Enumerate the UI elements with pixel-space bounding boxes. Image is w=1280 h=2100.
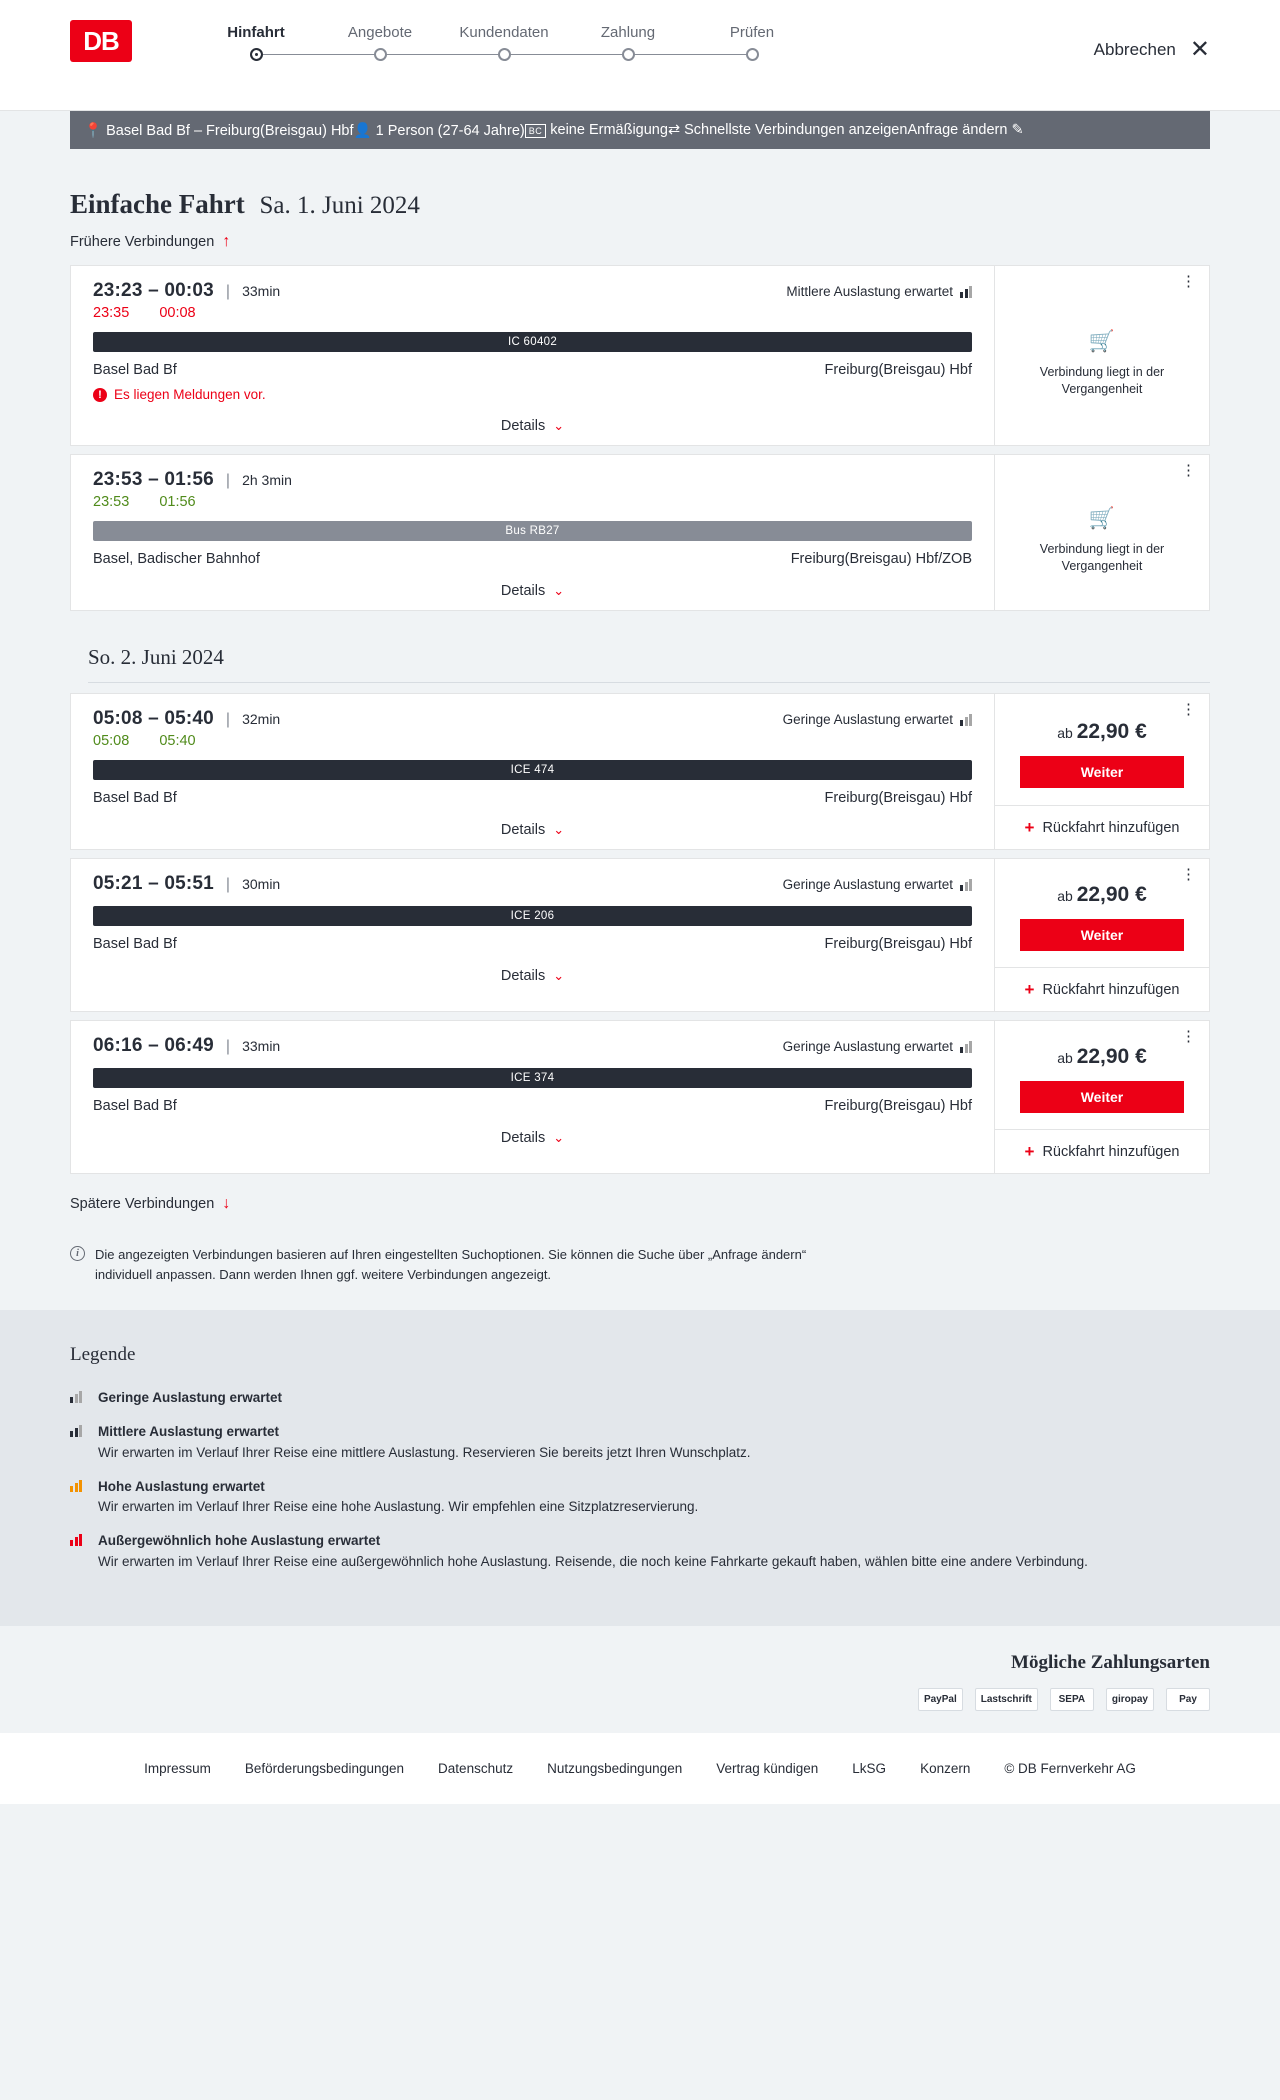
summary-sorting-label: Schnellste Verbindungen anzeigen bbox=[684, 122, 908, 138]
connection-duration: 2h 3min bbox=[242, 472, 292, 488]
occupancy-indicator bbox=[786, 284, 972, 299]
occupancy-label: Geringe Auslastung erwartet bbox=[782, 877, 953, 892]
search-summary-bar bbox=[70, 111, 1210, 149]
connection-card[interactable] bbox=[70, 858, 1210, 1012]
legend-body bbox=[98, 1531, 1088, 1572]
step-dot bbox=[746, 48, 759, 61]
connection-action-panel bbox=[994, 694, 1209, 849]
price-value: 22,90 € bbox=[1076, 719, 1147, 743]
details-toggle[interactable] bbox=[93, 567, 972, 610]
search-note bbox=[70, 1245, 810, 1284]
summary-discount-label: keine Ermäßigung bbox=[550, 122, 668, 138]
connection-duration: 33min bbox=[242, 1038, 281, 1054]
cart-crossed-icon: 🛒 bbox=[1088, 329, 1116, 353]
footer-link-lksg[interactable]: LkSG bbox=[852, 1760, 887, 1776]
footer-link-nutzungsbedingungen[interactable]: Nutzungsbedingungen bbox=[547, 1760, 683, 1776]
details-label: Details bbox=[500, 1130, 546, 1146]
stations-row bbox=[93, 362, 972, 378]
payment-section bbox=[0, 1626, 1280, 1733]
connection-duration: 33min bbox=[242, 283, 281, 299]
payment-right bbox=[70, 1652, 1210, 1711]
origin-station: Basel, Badischer Bahnhof bbox=[93, 551, 260, 567]
origin-station: Basel Bad Bf bbox=[93, 936, 177, 952]
direct-debit-icon: Lastschrift bbox=[975, 1688, 1038, 1711]
arrow-down-icon: ↓ bbox=[222, 1195, 231, 1212]
train-name-bar: ICE 374 bbox=[93, 1068, 972, 1088]
occupancy-label: Mittlere Auslastung erwartet bbox=[786, 284, 953, 299]
progress-steps bbox=[194, 24, 814, 61]
step-label: Kundendaten bbox=[459, 24, 549, 41]
occupancy-indicator bbox=[783, 1039, 972, 1054]
summary-discount[interactable] bbox=[525, 122, 668, 138]
connection-times: 05:21 – 05:51 bbox=[93, 873, 214, 894]
connection-action-panel bbox=[994, 455, 1209, 610]
past-connection-notice bbox=[995, 455, 1209, 610]
price-prefix: ab bbox=[1057, 888, 1073, 904]
connection-header bbox=[93, 469, 972, 491]
page-title-date: Sa. 1. Juni 2024 bbox=[259, 192, 420, 219]
legend-item-title: Mittlere Auslastung erwartet bbox=[98, 1424, 280, 1440]
footer-link-befoerderungsbedingungen[interactable]: Beförderungsbedingungen bbox=[244, 1760, 405, 1776]
realtime-departure: 05:08 bbox=[93, 733, 130, 749]
continue-button[interactable]: Weiter bbox=[1020, 756, 1184, 788]
add-return-button[interactable] bbox=[995, 805, 1209, 849]
legend-item-text: Wir erwarten im Verlauf Ihrer Reise eine hohe Auslastung. Wir empfehlen eine Sitzplatzreservierung. bbox=[98, 1499, 699, 1514]
train-name-bar: IC 60402 bbox=[93, 332, 972, 352]
stations-row bbox=[93, 1098, 972, 1114]
arrow-up-icon: ↑ bbox=[222, 233, 231, 250]
footer-link-vertrag-kuendigen[interactable]: Vertrag kündigen bbox=[716, 1760, 819, 1776]
cart-crossed-icon: 🛒 bbox=[1088, 506, 1116, 530]
more-options-icon[interactable]: ⋮ bbox=[1181, 701, 1196, 718]
step-angebote[interactable] bbox=[318, 24, 442, 61]
continue-button[interactable]: Weiter bbox=[1020, 919, 1184, 951]
summary-passengers[interactable] bbox=[354, 122, 525, 139]
destination-station: Freiburg(Breisgau) Hbf bbox=[824, 790, 972, 806]
occupancy-mid-icon bbox=[70, 1422, 88, 1463]
connection-info bbox=[71, 1021, 994, 1173]
realtime-row bbox=[93, 733, 972, 749]
connection-header bbox=[93, 708, 972, 730]
change-request-label: Anfrage ändern bbox=[907, 122, 1008, 138]
connection-times: 23:23 – 00:03 bbox=[93, 280, 214, 301]
realtime-arrival: 00:08 bbox=[159, 305, 196, 321]
occupancy-bars-icon bbox=[960, 1041, 972, 1053]
step-hinfahrt[interactable] bbox=[194, 24, 318, 61]
connection-info bbox=[71, 455, 994, 610]
cancel-button[interactable] bbox=[1094, 38, 1210, 62]
details-toggle[interactable] bbox=[93, 1114, 972, 1157]
connection-info bbox=[71, 694, 994, 849]
occupancy-indicator bbox=[783, 877, 972, 892]
details-label: Details bbox=[500, 968, 546, 984]
price-prefix: ab bbox=[1057, 1050, 1073, 1066]
step-label: Zahlung bbox=[600, 24, 656, 41]
apple-pay-icon: Pay bbox=[1166, 1688, 1210, 1711]
footer-copyright: © DB Fernverkehr AG bbox=[1004, 1760, 1136, 1776]
origin-station: Basel Bad Bf bbox=[93, 790, 177, 806]
connection-action-panel bbox=[994, 859, 1209, 1011]
legend-body bbox=[98, 1477, 698, 1518]
price-display bbox=[1057, 883, 1147, 907]
connection-times: 06:16 – 06:49 bbox=[93, 1035, 214, 1056]
disruption-message[interactable] bbox=[93, 387, 972, 402]
step-dot bbox=[250, 48, 263, 61]
details-label: Details bbox=[500, 418, 546, 434]
past-connection-text: Verbindung liegt in der Vergangenheit bbox=[1039, 364, 1165, 396]
step-kundendaten[interactable] bbox=[442, 24, 566, 61]
chevron-down-icon: ⌄ bbox=[553, 583, 565, 598]
legend-item-text: Wir erwarten im Verlauf Ihrer Reise eine außergewöhnlich hohe Auslastung. Reisende, die noch keine Fahrkarte gekauft haben, wählen bitte eine andere Verbindung. bbox=[98, 1553, 1088, 1569]
realtime-departure: 23:35 bbox=[93, 305, 130, 321]
connection-card[interactable] bbox=[70, 693, 1210, 850]
price-prefix: ab bbox=[1057, 724, 1073, 741]
details-toggle[interactable] bbox=[93, 402, 972, 445]
more-options-icon[interactable]: ⋮ bbox=[1181, 866, 1196, 883]
train-name-bar: ICE 206 bbox=[93, 906, 972, 926]
legend-item-title: Außergewöhnlich hohe Auslastung erwartet bbox=[98, 1533, 381, 1549]
origin-station: Basel Bad Bf bbox=[93, 1098, 177, 1114]
realtime-row bbox=[93, 305, 972, 321]
train-name-bar: Bus RB27 bbox=[93, 521, 972, 541]
paypal-icon: PayPal bbox=[918, 1688, 963, 1711]
connection-info bbox=[71, 859, 994, 1011]
price-value: 22,90 € bbox=[1076, 1045, 1147, 1068]
add-return-button[interactable] bbox=[995, 1129, 1209, 1173]
step-dot bbox=[622, 48, 635, 61]
step-label: Angebote bbox=[347, 24, 413, 41]
connection-times: 23:53 – 01:56 bbox=[93, 469, 214, 490]
realtime-arrival: 05:40 bbox=[159, 733, 196, 749]
add-return-label: Rückfahrt hinzufügen bbox=[1042, 981, 1180, 998]
price-box bbox=[995, 1021, 1209, 1129]
continue-button[interactable]: Weiter bbox=[1020, 1081, 1184, 1113]
disruption-text: Es liegen Meldungen vor. bbox=[114, 387, 266, 402]
occupancy-bars-icon bbox=[960, 714, 972, 726]
person-icon: 👤 bbox=[353, 122, 372, 139]
divider: | bbox=[225, 876, 231, 893]
change-request-button[interactable] bbox=[907, 122, 1023, 138]
connection-card[interactable] bbox=[70, 1020, 1210, 1174]
legend-section bbox=[0, 1310, 1280, 1626]
train-name-bar: ICE 474 bbox=[93, 760, 972, 780]
details-toggle[interactable] bbox=[93, 952, 972, 995]
connection-times: 05:08 – 05:40 bbox=[93, 708, 214, 729]
legend-item-title: Hohe Auslastung erwartet bbox=[98, 1478, 265, 1494]
summary-route[interactable] bbox=[84, 122, 354, 139]
plus-icon: + bbox=[1024, 818, 1035, 837]
connection-action-panel bbox=[994, 1021, 1209, 1173]
step-pruefen[interactable] bbox=[690, 24, 814, 61]
divider: | bbox=[225, 472, 231, 489]
search-note-text: Die angezeigten Verbindungen basieren auf Ihren eingestellten Suchoptionen. Sie können die Suche über „Anfrage ändern“ individuell anpassen. Dann werden Ihnen ggf. weitere Verbindungen angezeigt. bbox=[95, 1247, 807, 1282]
details-toggle[interactable] bbox=[93, 806, 972, 849]
legend-body bbox=[98, 1388, 282, 1408]
realtime-departure: 23:53 bbox=[93, 494, 130, 510]
close-icon[interactable]: ✕ bbox=[1189, 36, 1210, 63]
step-label: Hinfahrt bbox=[227, 24, 285, 41]
chevron-down-icon: ⌄ bbox=[553, 1130, 565, 1145]
pencil-icon: ✎ bbox=[1011, 122, 1024, 138]
stations-row bbox=[93, 936, 972, 952]
summary-route-label: Basel Bad Bf – Freiburg(Breisgau) Hbf bbox=[106, 122, 354, 139]
more-options-icon[interactable]: ⋮ bbox=[1181, 1028, 1196, 1045]
past-connection-text: Verbindung liegt in der Vergangenheit bbox=[1039, 541, 1165, 573]
realtime-row bbox=[93, 494, 972, 510]
plus-icon: + bbox=[1024, 980, 1035, 999]
sepa-icon: SEPA bbox=[1050, 1688, 1094, 1711]
occupancy-bars-icon bbox=[960, 286, 972, 298]
legend-title: Legende bbox=[70, 1344, 136, 1365]
page-title bbox=[70, 189, 1210, 220]
footer-link-impressum[interactable]: Impressum bbox=[144, 1760, 211, 1776]
past-connection-notice bbox=[995, 266, 1209, 445]
step-label: Prüfen bbox=[729, 24, 775, 41]
alert-icon: ! bbox=[93, 388, 107, 402]
legend-item bbox=[70, 1388, 1210, 1408]
price-value: 22,90 € bbox=[1076, 883, 1147, 906]
later-connections-button[interactable] bbox=[70, 1195, 230, 1213]
footer bbox=[0, 1733, 1280, 1804]
details-label: Details bbox=[500, 822, 546, 838]
plus-icon: + bbox=[1024, 1142, 1035, 1161]
occupancy-indicator bbox=[783, 712, 972, 727]
legend-body bbox=[98, 1422, 751, 1463]
info-icon: i bbox=[70, 1246, 85, 1261]
destination-station: Freiburg(Breisgau) Hbf bbox=[824, 362, 972, 378]
stations-row bbox=[93, 790, 972, 806]
swap-icon: ⇄ bbox=[667, 122, 681, 138]
payment-title: Mögliche Zahlungsarten bbox=[1011, 1651, 1210, 1673]
more-options-icon[interactable]: ⋮ bbox=[1181, 273, 1196, 290]
footer-link-datenschutz[interactable]: Datenschutz bbox=[438, 1760, 514, 1776]
db-logo[interactable]: DB bbox=[70, 20, 132, 62]
price-box bbox=[995, 694, 1209, 805]
legend-item bbox=[70, 1422, 1210, 1463]
connection-header bbox=[93, 1035, 972, 1057]
price-display bbox=[1057, 720, 1147, 744]
bahncard-icon: BC bbox=[525, 124, 547, 138]
connection-duration: 30min bbox=[242, 876, 281, 892]
connection-action-panel bbox=[994, 266, 1209, 445]
realtime-arrival: 01:56 bbox=[159, 494, 196, 510]
summary-passengers-label: 1 Person (27-64 Jahre) bbox=[375, 122, 525, 139]
divider: | bbox=[225, 283, 231, 300]
add-return-button[interactable] bbox=[995, 967, 1209, 1011]
legend-item-title: Geringe Auslastung erwartet bbox=[98, 1390, 283, 1405]
occupancy-label: Geringe Auslastung erwartet bbox=[782, 1039, 953, 1054]
search-summary-host bbox=[0, 111, 1280, 149]
details-label: Details bbox=[500, 583, 546, 599]
page-title-text: Einfache Fahrt bbox=[70, 189, 245, 219]
legend-item bbox=[70, 1531, 1210, 1572]
price-display bbox=[1057, 1045, 1147, 1069]
legend-item-text: Wir erwarten im Verlauf Ihrer Reise eine mittlere Auslastung. Reservieren Sie bereits jetzt Ihren Wunschplatz. bbox=[98, 1444, 751, 1460]
earlier-label: Frühere Verbindungen bbox=[70, 234, 215, 250]
giropay-icon: giropay bbox=[1106, 1688, 1154, 1711]
connection-header bbox=[93, 280, 972, 302]
add-return-label: Rückfahrt hinzufügen bbox=[1042, 1143, 1180, 1160]
connection-duration: 32min bbox=[242, 711, 281, 727]
connection-card[interactable] bbox=[70, 454, 1210, 611]
divider: | bbox=[225, 1038, 231, 1055]
destination-station: Freiburg(Breisgau) Hbf bbox=[824, 1098, 972, 1114]
footer-link-konzern[interactable]: Konzern bbox=[920, 1760, 971, 1776]
occupancy-low-icon bbox=[70, 1388, 88, 1408]
connection-info bbox=[71, 266, 994, 445]
location-pin-icon: 📍 bbox=[84, 122, 103, 139]
occupancy-label: Geringe Auslastung erwartet bbox=[782, 712, 953, 727]
destination-station: Freiburg(Breisgau) Hbf bbox=[824, 936, 972, 952]
cancel-label: Abbrechen bbox=[1093, 40, 1176, 59]
occupancy-bars-icon bbox=[960, 879, 972, 891]
more-options-icon[interactable]: ⋮ bbox=[1181, 462, 1196, 479]
day-heading: So. 2. Juni 2024 bbox=[88, 645, 1210, 683]
later-label: Spätere Verbindungen bbox=[70, 1196, 215, 1212]
header bbox=[0, 0, 1280, 111]
add-return-label: Rückfahrt hinzufügen bbox=[1042, 819, 1180, 836]
divider: | bbox=[225, 711, 231, 728]
payment-icons bbox=[70, 1688, 1210, 1711]
connection-header bbox=[93, 873, 972, 895]
chevron-down-icon: ⌄ bbox=[553, 968, 565, 983]
chevron-down-icon: ⌄ bbox=[553, 822, 565, 837]
occupancy-high-icon bbox=[70, 1477, 88, 1518]
stations-row bbox=[93, 551, 972, 567]
legend-item bbox=[70, 1477, 1210, 1518]
occupancy-very-high-icon bbox=[70, 1531, 88, 1572]
step-zahlung[interactable] bbox=[566, 24, 690, 61]
origin-station: Basel Bad Bf bbox=[93, 362, 177, 378]
main-content bbox=[0, 189, 1280, 1310]
earlier-connections-button[interactable] bbox=[70, 233, 230, 251]
connection-card[interactable] bbox=[70, 265, 1210, 446]
chevron-down-icon: ⌄ bbox=[553, 418, 565, 433]
step-dot bbox=[374, 48, 387, 61]
destination-station: Freiburg(Breisgau) Hbf/ZOB bbox=[790, 551, 972, 567]
price-box bbox=[995, 859, 1209, 967]
step-dot bbox=[498, 48, 511, 61]
summary-sorting[interactable] bbox=[668, 122, 908, 138]
